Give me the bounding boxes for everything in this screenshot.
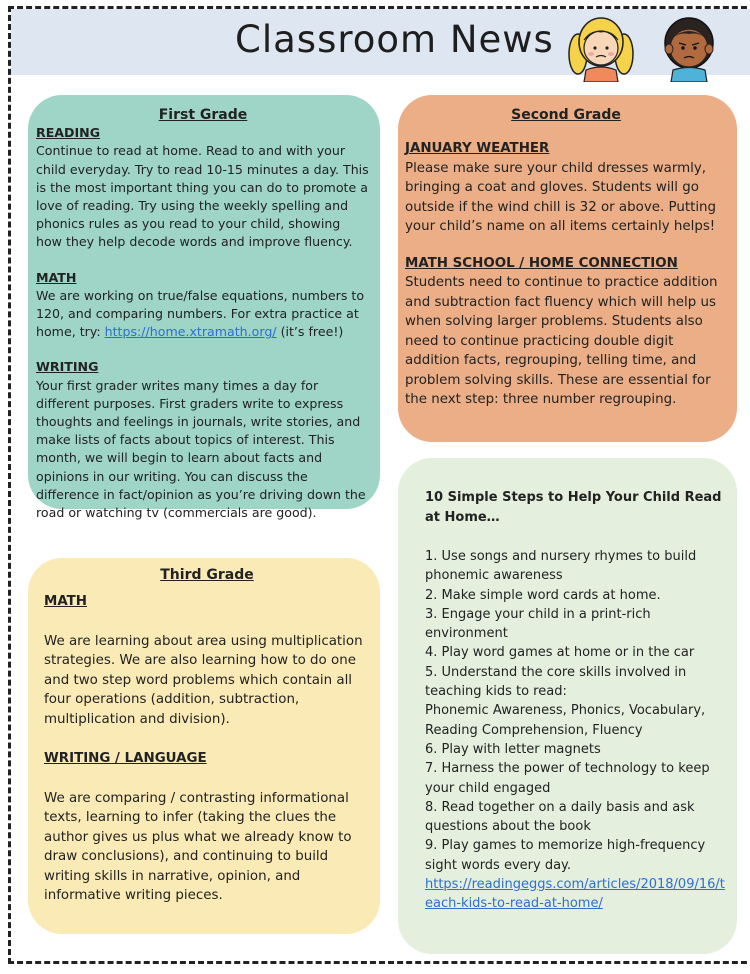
writing-language-text: We are comparing / contrasting informational texts, learning to infer (taking the clues the author gives us plus what we already know to draw conclusions), and continuing to build writing skills in narrative, opinion, and informative writing pieces. (44, 790, 352, 904)
girl-illustration (566, 10, 636, 82)
first-grade-section (28, 95, 380, 521)
step-item: 8. Read together on a daily basis and ask questions about the book (425, 799, 695, 835)
weather-label: JANUARY WEATHER (405, 141, 550, 157)
writing-language-label: WRITING / LANGUAGE (44, 751, 207, 767)
third-math-label: MATH (44, 594, 87, 610)
math-label: MATH (36, 269, 77, 285)
boy-illustration (654, 10, 724, 82)
second-grade-heading: Second Grade (511, 107, 621, 123)
home-connection-label: MATH SCHOOL / HOME CONNECTION (405, 255, 678, 271)
third-math-text: We are learning about area using multiplication strategies. We are also learning how to do one and two step word problems which contain all four operations (addition, subtraction, multiplication and division). (44, 633, 363, 727)
third-grade-heading: Third Grade (160, 567, 254, 583)
step-item: 7. Harness the power of technology to keep your child engaged (425, 761, 710, 796)
reading-steps-section (398, 458, 737, 954)
writing-label: WRITING (36, 359, 99, 375)
math-text: We are working on true/false equations, numbers to 120, and comparing numbers. For extra practice at home, try: (36, 287, 365, 340)
reading-text: Continue to read at home. Read to and with your child everyday. Try to read 10-15 minutes a day. This is the most important thing you can do to promote a love of reading. Try using the weekly spelling and phonics rules as you read to your child, showing how they help decode words and improve fluency. (36, 143, 369, 250)
step-item: 9. Play games to memorize high-frequency sight words every day. (425, 838, 706, 873)
xtramath-link[interactable]: https://home.xtramath.org/ (104, 324, 277, 340)
step-item: 2. Make simple word cards at home. (425, 587, 661, 603)
first-grade-heading: First Grade (158, 107, 248, 123)
readingeggs-link[interactable]: https://readingeggs.com/articles/2018/09/16/teach-kids-to-read-at-home/ (425, 877, 725, 912)
writing-text: Your first grader writes many times a day for different purposes. First graders write to express thoughts and feelings in journals, write stories, and make lists of facts about topics of interest. This month, we will begin to learn about facts and opinions in our writing. You can discuss the difference in fact/opinion as you’re driving down the road or watching tv (commercials are good). (36, 377, 366, 521)
weather-text: Please make sure your child dresses warmly, bringing a coat and gloves. Students will go outside if the wind chill is 32 or above. Putting your child’s name on all items certainly helps! (405, 160, 717, 235)
steps-heading: 10 Simple Steps to Help Your Child Read at Home… (425, 490, 722, 525)
step-item: 1. Use songs and nursery rhymes to build phonemic awareness (425, 549, 697, 584)
second-grade-section (398, 95, 737, 442)
step-item: 4. Play word games at home or in the car (425, 645, 695, 661)
step-item: 3. Engage your child in a print-rich environment (425, 606, 651, 642)
third-grade-section (28, 558, 380, 934)
step-item: 6. Play with letter magnets (425, 741, 601, 757)
reading-label: READING (36, 125, 101, 141)
page-title: Classroom News (235, 18, 554, 61)
home-connection-text: Students need to continue to practice addition and subtraction fact fluency which will help us when solving larger problems. Students also need to continue practicing double digit addition facts, regrouping, telling time, and problem solving skills. These are essential for the next step: three number regrouping. (405, 275, 718, 408)
step-item: 5. Understand the core skills involved in teaching kids to read: (425, 664, 687, 700)
math-paragraph (36, 287, 370, 342)
math-after: (it’s free!) (276, 324, 344, 340)
step-item: Phonemic Awareness, Phonics, Vocabulary, Reading Comprehension, Fluency (425, 703, 706, 738)
